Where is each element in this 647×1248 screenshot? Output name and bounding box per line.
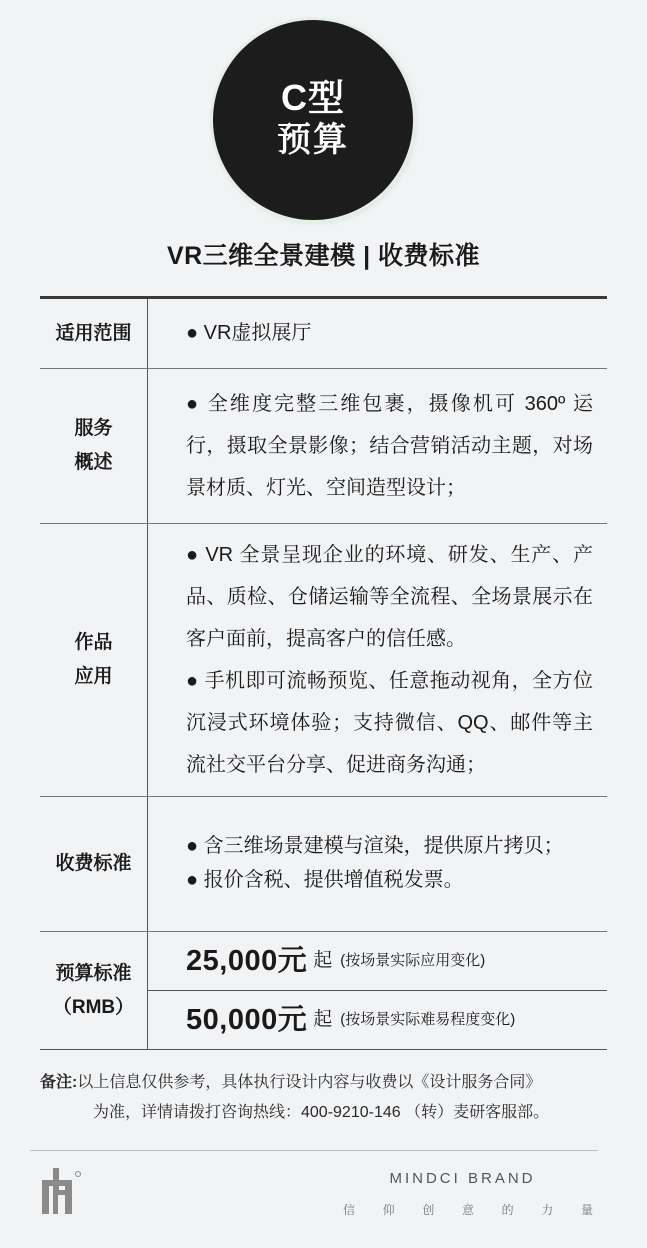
brand-name: MINDCI BRAND [389,1170,536,1187]
table-row [40,369,607,524]
price-suffix: 起 [313,950,333,971]
slogan-char: 的 [501,1203,514,1217]
slogan-char: 力 [541,1203,554,1217]
slogan-char: 仰 [382,1203,395,1217]
remark-line-1: 以上信息仅供参考，具体执行设计内容与收费以《设计服务合同》 [77,1074,542,1091]
price-item [148,932,607,990]
price-item [148,990,607,1048]
slogan-char: 创 [422,1203,435,1217]
list-item: ● VR 全景呈现企业的环境、研发、生产、产品、质检、仓储运输等全流程、全场景展示在客户面前，提高客户的信任感。 [186,544,593,650]
row-label: 服务 概述 [40,369,148,523]
table-row [40,932,607,1049]
table-row [40,797,607,932]
slogan-char: 信 [343,1203,356,1217]
brand-slogan [343,1201,593,1218]
table-row [40,524,607,797]
row-content [148,524,607,796]
list-item: ● 报价含税、提供增值税发票。 [186,869,464,891]
price-suffix: 起 [313,1008,333,1030]
remark [40,1068,610,1128]
slogan-char: 意 [461,1203,474,1217]
list-item: ● 手机即可流畅预览、任意拖动视角，全方位沉浸式环境体验；支持微信、QQ、邮件等主流社交平台分享、促进商务沟通； [186,670,593,776]
mindci-logo-icon [40,1168,82,1216]
row-label: 预算标准 （RMB） [40,932,148,1049]
remark-label: 备注: [40,1074,78,1091]
row-label: 收费标准 [40,797,148,931]
row-content [148,797,607,931]
list-item: ● VR虚拟展厅 [186,322,312,344]
list-item: ● 含三维场景建模与渲染，提供原片拷贝； [186,835,564,857]
list-item: ● 全维度完整三维包裹，摄像机可 360º 运行，摄取全景影像；结合营销活动主题，对场景材质、灯光、空间造型设计； [186,393,593,499]
badge-label: 预算 [277,121,349,159]
price-amount: 50,000元 [186,1003,308,1036]
footer-divider [30,1150,598,1151]
page-title: VR三维全景建模 | 收费标准 [166,242,481,270]
row-label: 作品 应用 [40,524,148,796]
row-content [148,369,607,523]
price-amount: 25,000元 [186,945,308,977]
row-label: 适用范围 [40,299,148,368]
table-row [40,299,607,369]
price-note: (按场景实际难易程度变化) [340,1010,516,1028]
row-content [148,299,607,368]
slogan-char: 量 [580,1203,593,1217]
pricing-table [40,296,607,1050]
price-note: (按场景实际应用变化) [340,952,486,969]
type-badge [213,20,413,220]
remark-line-2: 为准，详情请拨打咨询热线：400-9210-146 （转）麦研客服部。 [93,1104,550,1121]
badge-type: C型 [281,77,345,118]
price-list [148,932,607,1049]
